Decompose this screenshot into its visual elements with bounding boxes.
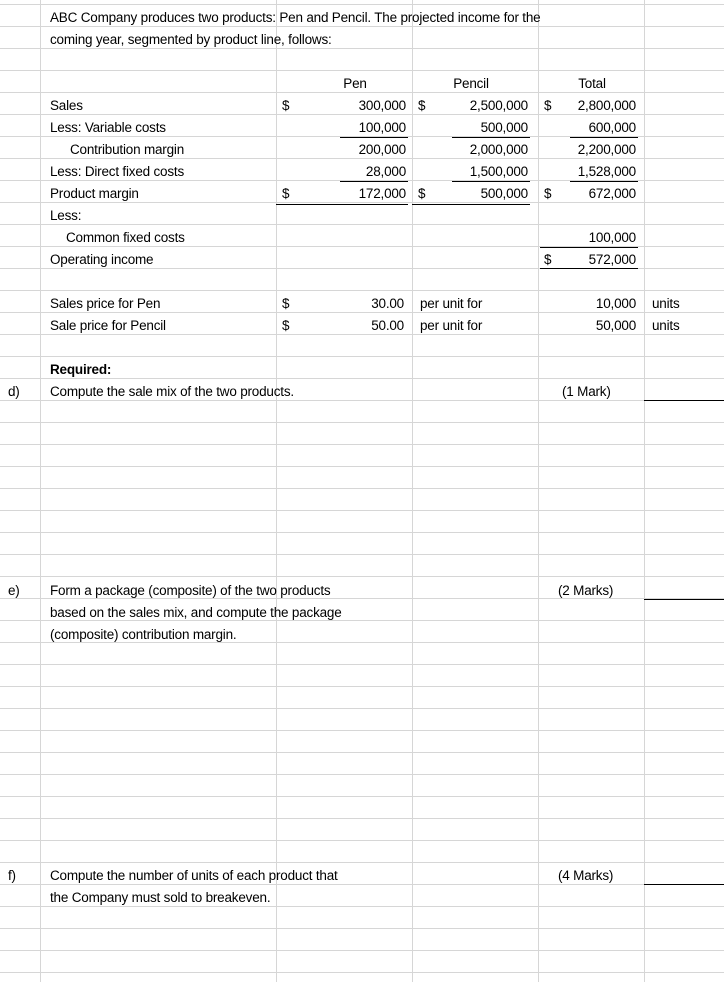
currency-sign: $: [544, 98, 552, 113]
per-unit-text: per unit for: [420, 296, 483, 311]
double-underline: [276, 204, 408, 205]
units-pencil: 50,000: [595, 318, 636, 333]
underline: [540, 247, 638, 248]
per-unit-text: per unit for: [420, 318, 483, 333]
underline: [452, 137, 530, 138]
cell-pen-sales: 300,000: [358, 98, 406, 113]
question-d-letter: d): [8, 384, 20, 399]
cell-pencil-sales: 2,500,000: [469, 98, 528, 113]
answer-line: [644, 599, 724, 600]
currency-sign: $: [418, 98, 426, 113]
row-label-product-margin: Product margin: [50, 186, 139, 201]
units-label: units: [652, 296, 680, 311]
cell-total-product-margin: 672,000: [588, 186, 636, 201]
header-total: Total: [578, 76, 606, 91]
cell-pen-contribution-margin: 200,000: [358, 142, 406, 157]
row-label-contribution-margin: Contribution margin: [70, 142, 185, 157]
cell-total-variable-costs: 600,000: [588, 120, 636, 135]
intro-line-1: ABC Company produces two products: Pen and Pencil. The projected income for the: [50, 10, 541, 25]
cell-total-common-fixed-costs: 100,000: [588, 230, 636, 245]
underline: [340, 181, 408, 182]
units-label: units: [652, 318, 680, 333]
question-e-text: (composite) contribution margin.: [50, 627, 237, 642]
row-label-variable-costs: Less: Variable costs: [50, 120, 166, 135]
underline: [340, 137, 408, 138]
question-e-text: Form a package (composite) of the two products: [50, 583, 331, 598]
question-f-letter: f): [8, 868, 16, 883]
question-e-text: based on the sales mix, and compute the package: [50, 605, 342, 620]
cell-total-contribution-margin: 2,200,000: [577, 142, 636, 157]
cell-total-sales: 2,800,000: [577, 98, 636, 113]
cell-pen-direct-fixed-costs: 28,000: [365, 164, 406, 179]
double-underline: [412, 204, 530, 205]
cell-total-direct-fixed-costs: 1,528,000: [577, 164, 636, 179]
double-underline: [540, 268, 638, 269]
row-label-direct-fixed-costs: Less: Direct fixed costs: [50, 164, 184, 179]
cell-pencil-direct-fixed-costs: 1,500,000: [469, 164, 528, 179]
currency-sign: $: [282, 186, 290, 201]
cell-pen-product-margin: 172,000: [358, 186, 406, 201]
question-d-marks: (1 Mark): [562, 384, 611, 399]
currency-sign: $: [282, 296, 290, 311]
currency-sign: $: [418, 186, 426, 201]
price-label-pencil: Sale price for Pencil: [50, 318, 166, 333]
row-label-operating-income: Operating income: [50, 252, 154, 267]
cell-total-operating-income: 572,000: [588, 252, 636, 267]
currency-sign: $: [282, 98, 290, 113]
currency-sign: $: [544, 186, 552, 201]
row-label-less: Less:: [50, 208, 82, 223]
row-label-common-fixed-costs: Common fixed costs: [66, 230, 185, 245]
required-heading: Required:: [50, 362, 112, 377]
underline: [570, 137, 638, 138]
cell-pencil-product-margin: 500,000: [480, 186, 528, 201]
question-f-text: the Company must sold to breakeven.: [50, 890, 271, 905]
cell-pencil-variable-costs: 500,000: [480, 120, 528, 135]
question-e-letter: e): [8, 583, 20, 598]
header-pen: Pen: [343, 76, 367, 91]
answer-line: [644, 884, 724, 885]
currency-sign: $: [544, 252, 552, 267]
question-f-text: Compute the number of units of each product that: [50, 868, 338, 883]
question-f-marks: (4 Marks): [558, 868, 614, 883]
price-pen: 30.00: [371, 296, 404, 311]
units-pen: 10,000: [595, 296, 636, 311]
answer-line: [644, 400, 724, 401]
price-label-pen: Sales price for Pen: [50, 296, 161, 311]
underline: [570, 181, 638, 182]
header-pencil: Pencil: [453, 76, 489, 91]
underline: [452, 181, 530, 182]
currency-sign: $: [282, 318, 290, 333]
intro-line-2: coming year, segmented by product line, follows:: [50, 32, 332, 47]
row-label-sales: Sales: [50, 98, 83, 113]
cell-pen-variable-costs: 100,000: [358, 120, 406, 135]
question-e-marks: (2 Marks): [558, 583, 614, 598]
cell-pencil-contribution-margin: 2,000,000: [469, 142, 528, 157]
price-pencil: 50.00: [371, 318, 404, 333]
question-d-text: Compute the sale mix of the two products.: [50, 384, 294, 399]
